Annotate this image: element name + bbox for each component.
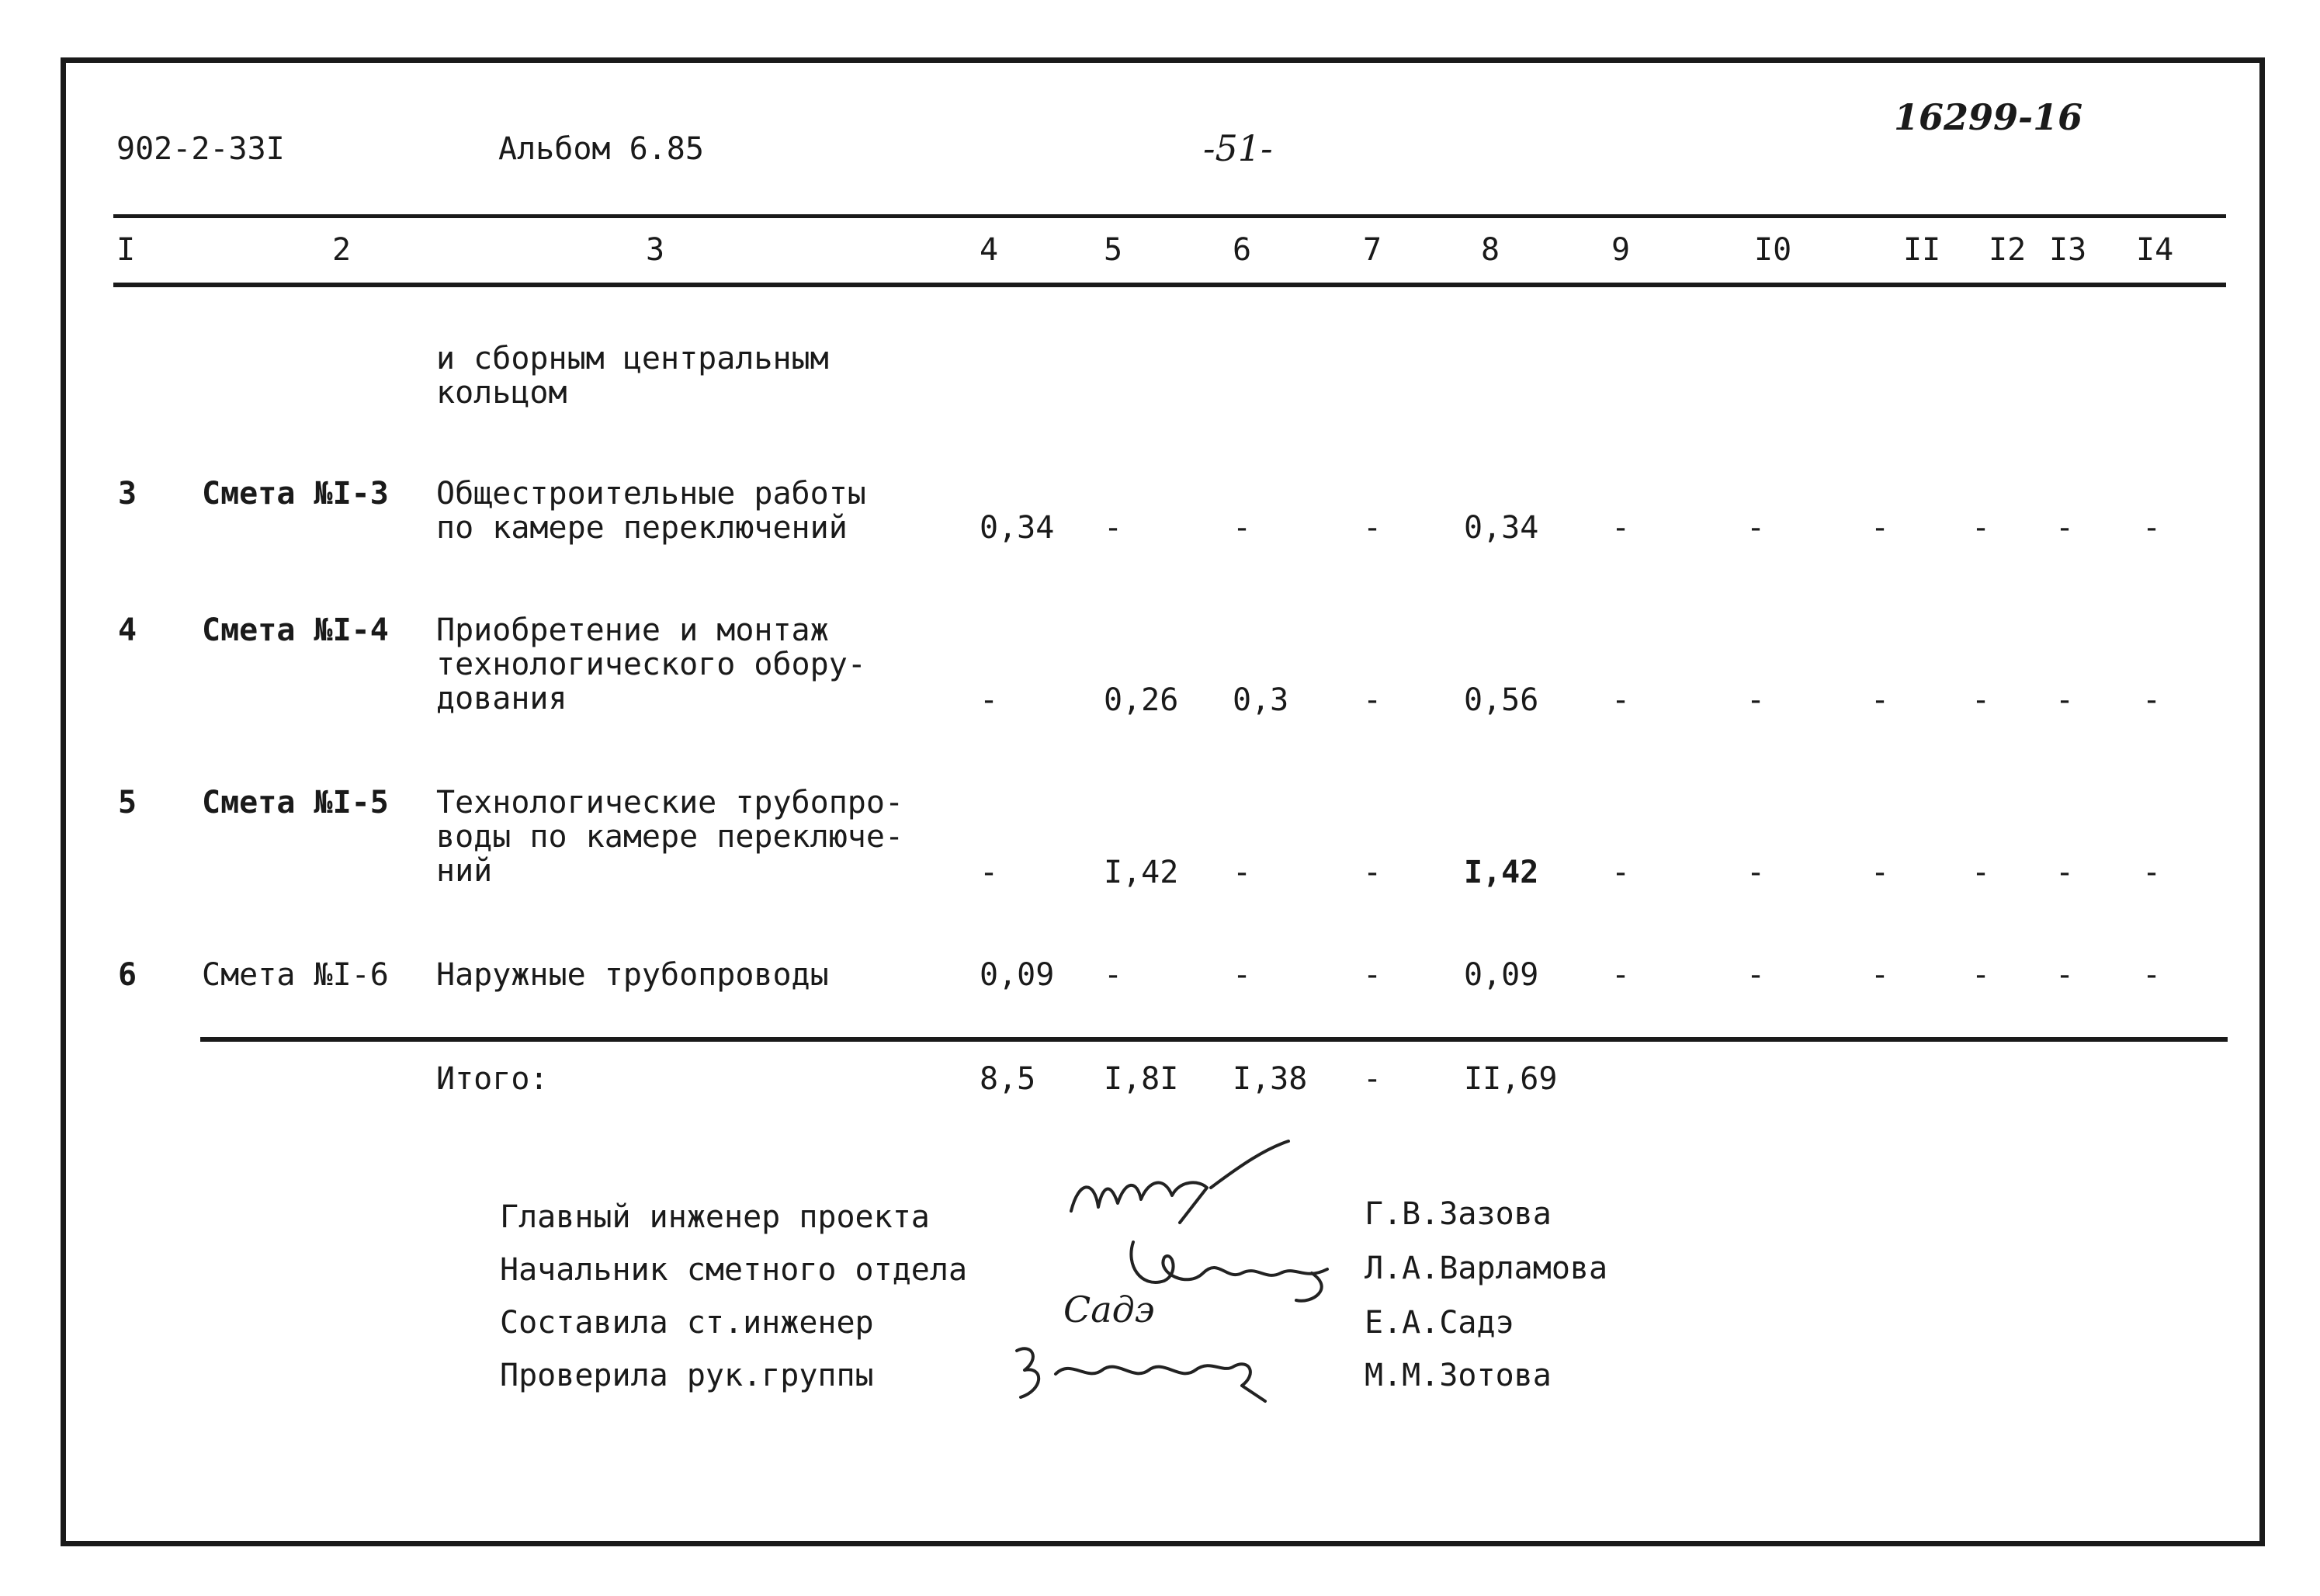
row-col10: - <box>1746 510 1766 546</box>
row-col5: - <box>1104 957 1123 993</box>
header-top-rule <box>113 214 2226 218</box>
total-col7: - <box>1363 1061 1382 1097</box>
row-col14: - <box>2142 855 2162 890</box>
total-col5: I,8I <box>1104 1061 1179 1097</box>
signer-role: Главный инженер проекта <box>500 1199 930 1235</box>
row-col8: I,42 <box>1464 855 1539 890</box>
signature-group-head <box>1001 1327 1296 1413</box>
continuation-text: и сборным центральным кольцом <box>436 341 829 411</box>
row-estimate-ref: Смета №I-3 <box>202 476 389 512</box>
row-col9: - <box>1611 957 1631 993</box>
signature-compiler: Садэ <box>1063 1289 1155 1331</box>
signer-name: Г.В.Зазова <box>1365 1196 1552 1232</box>
album-label: Альбом 6.85 <box>498 131 704 167</box>
doc-code: 902-2-33I <box>116 131 285 167</box>
row-description: Технологические трубопро- воды по камере переключе- ний <box>436 785 904 889</box>
row-col6: - <box>1233 957 1252 993</box>
row-col4: - <box>980 682 999 718</box>
stamp-number: 16299-16 <box>1894 96 2083 138</box>
row-col10: - <box>1746 855 1766 890</box>
col-header-10: I0 <box>1754 232 1792 268</box>
page-number: -51- <box>1203 127 1273 169</box>
row-col10: - <box>1746 682 1766 718</box>
row-col12: - <box>1971 510 1991 546</box>
signer-name: Е.А.Садэ <box>1365 1305 1514 1341</box>
row-col6: - <box>1233 855 1252 890</box>
signer-role: Составила ст.инженер <box>500 1305 874 1341</box>
row-col4: 0,09 <box>980 957 1055 993</box>
row-col14: - <box>2142 682 2162 718</box>
row-col12: - <box>1971 957 1991 993</box>
col-header-12: I2 <box>1989 232 2027 268</box>
row-col8: 0,34 <box>1464 510 1539 546</box>
row-col13: - <box>2055 855 2075 890</box>
row-col13: - <box>2055 682 2075 718</box>
row-col5: - <box>1104 510 1123 546</box>
row-number: 4 <box>118 612 137 648</box>
total-col6: I,38 <box>1233 1061 1308 1097</box>
col-header-2: 2 <box>332 232 352 268</box>
row-col7: - <box>1363 510 1382 546</box>
signer-name: М.М.Зотова <box>1365 1358 1552 1393</box>
page-frame <box>61 57 2265 1546</box>
row-col6: - <box>1233 510 1252 546</box>
row-col12: - <box>1971 855 1991 890</box>
row-description: Наружные трубопроводы <box>436 957 829 993</box>
col-header-8: 8 <box>1481 232 1500 268</box>
col-header-5: 5 <box>1104 232 1123 268</box>
row-estimate-ref: Смета №I-5 <box>202 785 389 821</box>
signer-role: Проверила рук.группы <box>500 1358 874 1393</box>
row-col8: 0,09 <box>1464 957 1539 993</box>
row-description: Общестроительные работы по камере переключений <box>436 476 866 546</box>
col-header-13: I3 <box>2049 232 2087 268</box>
row-col5: I,42 <box>1104 855 1179 890</box>
total-label: Итого: <box>436 1061 549 1097</box>
header-bottom-rule <box>113 283 2226 287</box>
row-col7: - <box>1363 682 1382 718</box>
row-col4: - <box>980 855 999 890</box>
col-header-11: II <box>1903 232 1941 268</box>
row-col11: - <box>1871 957 1890 993</box>
signer-role: Начальник сметного отдела <box>500 1252 968 1288</box>
row-col7: - <box>1363 957 1382 993</box>
row-col13: - <box>2055 957 2075 993</box>
col-header-1: I <box>116 232 136 268</box>
total-rule <box>200 1037 2228 1042</box>
row-col11: - <box>1871 682 1890 718</box>
col-header-14: I4 <box>2136 232 2174 268</box>
row-col8: 0,56 <box>1464 682 1539 718</box>
signature-chief-engineer <box>1063 1133 1296 1242</box>
row-number: 5 <box>118 785 137 821</box>
row-col9: - <box>1611 855 1631 890</box>
row-description: Приобретение и монтаж технологического обору- дования <box>436 612 866 716</box>
row-col4: 0,34 <box>980 510 1055 546</box>
col-header-9: 9 <box>1611 232 1631 268</box>
row-number: 6 <box>118 957 137 993</box>
row-col14: - <box>2142 510 2162 546</box>
row-col7: - <box>1363 855 1382 890</box>
row-number: 3 <box>118 476 137 512</box>
row-col11: - <box>1871 855 1890 890</box>
col-header-6: 6 <box>1233 232 1252 268</box>
row-col5: 0,26 <box>1104 682 1179 718</box>
row-col10: - <box>1746 957 1766 993</box>
col-header-4: 4 <box>980 232 999 268</box>
row-estimate-ref: Смета №I-6 <box>202 957 389 993</box>
col-header-3: 3 <box>646 232 665 268</box>
signer-name: Л.А.Варламова <box>1365 1251 1608 1286</box>
row-col13: - <box>2055 510 2075 546</box>
col-header-7: 7 <box>1363 232 1382 268</box>
row-col9: - <box>1611 682 1631 718</box>
total-col8: II,69 <box>1464 1061 1558 1097</box>
row-col14: - <box>2142 957 2162 993</box>
row-col12: - <box>1971 682 1991 718</box>
row-col11: - <box>1871 510 1890 546</box>
total-col4: 8,5 <box>980 1061 1036 1097</box>
row-col6: 0,3 <box>1233 682 1289 718</box>
row-estimate-ref: Смета №I-4 <box>202 612 389 648</box>
row-col9: - <box>1611 510 1631 546</box>
